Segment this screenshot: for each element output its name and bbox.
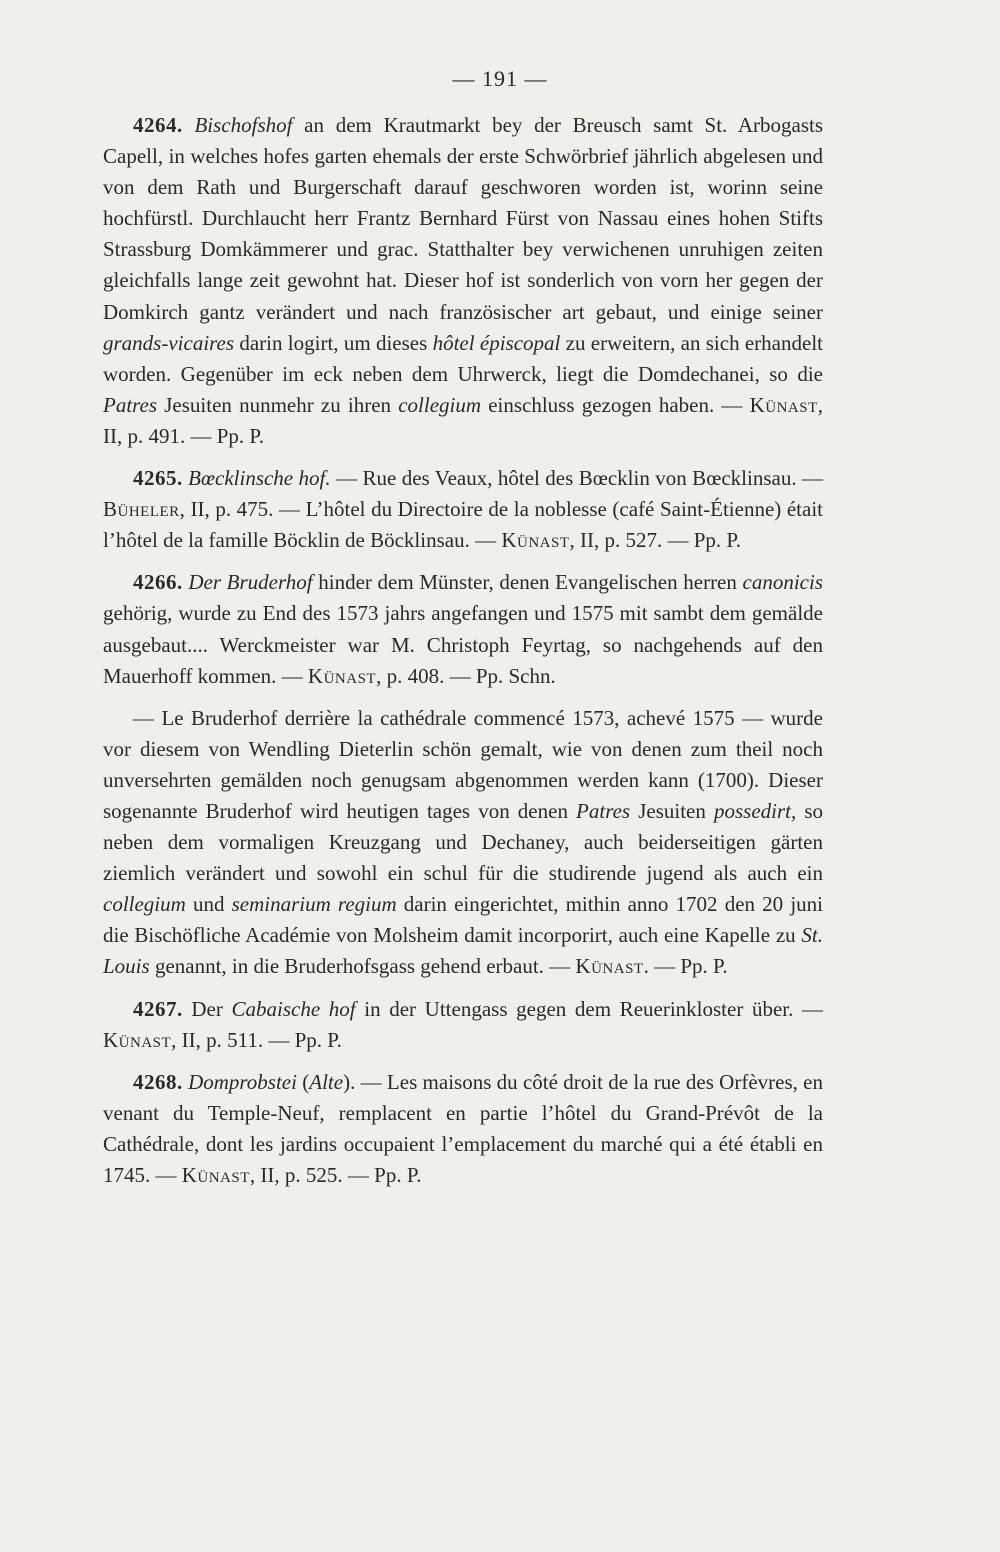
italic-text: Alte [309,1069,344,1094]
italic-text: canonicis [742,570,824,595]
italic-text: possedirt, [713,798,797,823]
text-run: — Le Bruderhof derrière la cathédrale commencé 1573, achevé 1575 — wurde vor diesem von Wendling Dieterlin schön gemalt, wie von denen zum theil noch unversehrten gemälden noch genugsam abgenommen werden kann (1700). Dieser sogenannte Bruderhof wird heutigen tages von denen [103,705,823,823]
text-run: , II, p. 511. — Pp. P. [171,1027,342,1052]
italic-text: seminarium regium [231,892,397,917]
italic-text: Domprobstei [188,1069,297,1094]
entry-number: 4266. [133,570,183,595]
italic-text: Bœcklinsche hof. [188,466,331,491]
entry-4266 [103,567,823,691]
italic-text: Der Bruderhof [188,570,313,595]
author-name: Künast [103,1027,172,1052]
text-run: darin eingerichtet, mithin anno 1702 den 20 juni die Bischöfliche Académie von Molsheim damit incorporirt, auch eine Kapelle zu [103,892,823,948]
text-run: ). — Les maisons du côté droit de la rue des Orfèvres, en venant du Temple-Neuf, remplacent en partie l’hôtel du Grand-Prévôt de la Cathédrale, dont les jardins occupaient l’emplacement du marché qui a été établi en 1745. — [103,1069,824,1187]
italic-text: Patres [576,798,631,823]
italic-text: St. Louis [103,923,823,979]
author-name: Künast [575,954,644,979]
italic-text: collegium [103,892,186,917]
entry-4265 [103,463,823,556]
author-name: Künast [307,663,377,688]
entry-4268 [103,1067,823,1191]
text-run: hinder dem Münster, denen Evangelischen herren [312,570,743,595]
italic-text: hôtel épiscopal [432,330,561,355]
text-run: einschluss gezogen haben. — [481,392,750,417]
author-name: Künast [501,528,570,553]
entry-number: 4268. [133,1069,183,1094]
text-run: , II, p. 527. — Pp. P. [569,528,742,553]
entry-number: 4267. [133,996,183,1021]
text-run: , II, p. 491. — Pp. P. [103,392,823,448]
author-name: Büheler [103,497,180,522]
italic-text: Cabaische hof [231,996,356,1021]
text-run: Jesuiten [630,798,714,823]
text-run: — Rue des Veaux, hôtel des Bœcklin von Bœcklinsau. — [330,466,824,491]
entry-4266-continuation [103,703,823,983]
entry-4264 [103,110,823,452]
page-number: — 191 — [452,66,548,91]
text-run: so neben dem vormaligen Kreuzgang und Dechaney, auch beiderseitigen gärten ziemlich verändert und sowohl ein schul für die studirende jugend als auch ein [103,798,824,886]
text-run: , II, p. 525. — Pp. P. [249,1163,422,1187]
text-run: in der Uttengass gegen dem Reuerinkloster über. — [355,996,823,1021]
entry-4267 [103,994,823,1056]
text-run: zu erweitern, an sich erhandelt worden. Gegenüber im eck neben dem Uhrwerck, liegt die Domdechanei, so die [103,330,823,386]
text-run: gehörig, wurde zu End des 1573 jahrs angefangen und 1575 mit sambt dem gemälde ausgebaut.... Werckmeister war M. Christoph Feyrtag, so nachgehends auf den Mauerhoff kommen. — [103,601,823,688]
italic-text: grands-vicaires [103,330,235,355]
italic-text: collegium [398,392,482,417]
text-run: ( [296,1069,310,1094]
text-run: , II, p. 475. — L’hôtel du Directoire de la noblesse (café Saint-Étienne) était l’hôtel de la famille Böcklin de Böcklinsau. — [103,497,823,553]
italic-text: Patres [103,392,158,417]
text-run [183,113,195,137]
text-run: darin logirt, um dieses [234,330,433,355]
text-run: genannt, in die Bruderhofsgass gehend erbaut. — [149,954,576,979]
text-run: an dem Krautmarkt bey der Breusch samt St. Arbogasts Capell, in welches hofes garten ehemals der erste Schwörbrief jährlich abgelesen und von dem Rath und Burgerschaft darauf geschworen worden ist, worinn seine hochfürstl. Durchlaucht herr Frantz Bernhard Fürst von Nassau eines hohen Stifts Strassburg Domkämmerer und grac. Statthalter bey verwichenen unruhigen zeiten gleichfalls lange zeit gewohnt hat. Dieser hof ist sonderlich von vorn her gegen der Domkirch gantz verändert und nach französischer art gebaut, und einige seiner [103,113,824,324]
text-run: Jesuiten nunmehr zu ihren [157,392,399,417]
entry-number: 4264. [133,113,183,137]
author-name: Künast [749,392,818,417]
body-text [103,110,823,1202]
text-run: und [185,892,232,917]
author-name: Künast [181,1163,250,1187]
italic-text: Bischofshof [194,113,293,137]
text-run: , p. 408. — Pp. Schn. [376,663,556,688]
text-run: . — Pp. P. [643,954,728,979]
entry-number: 4265. [133,466,183,491]
text-run: Der [182,996,232,1021]
